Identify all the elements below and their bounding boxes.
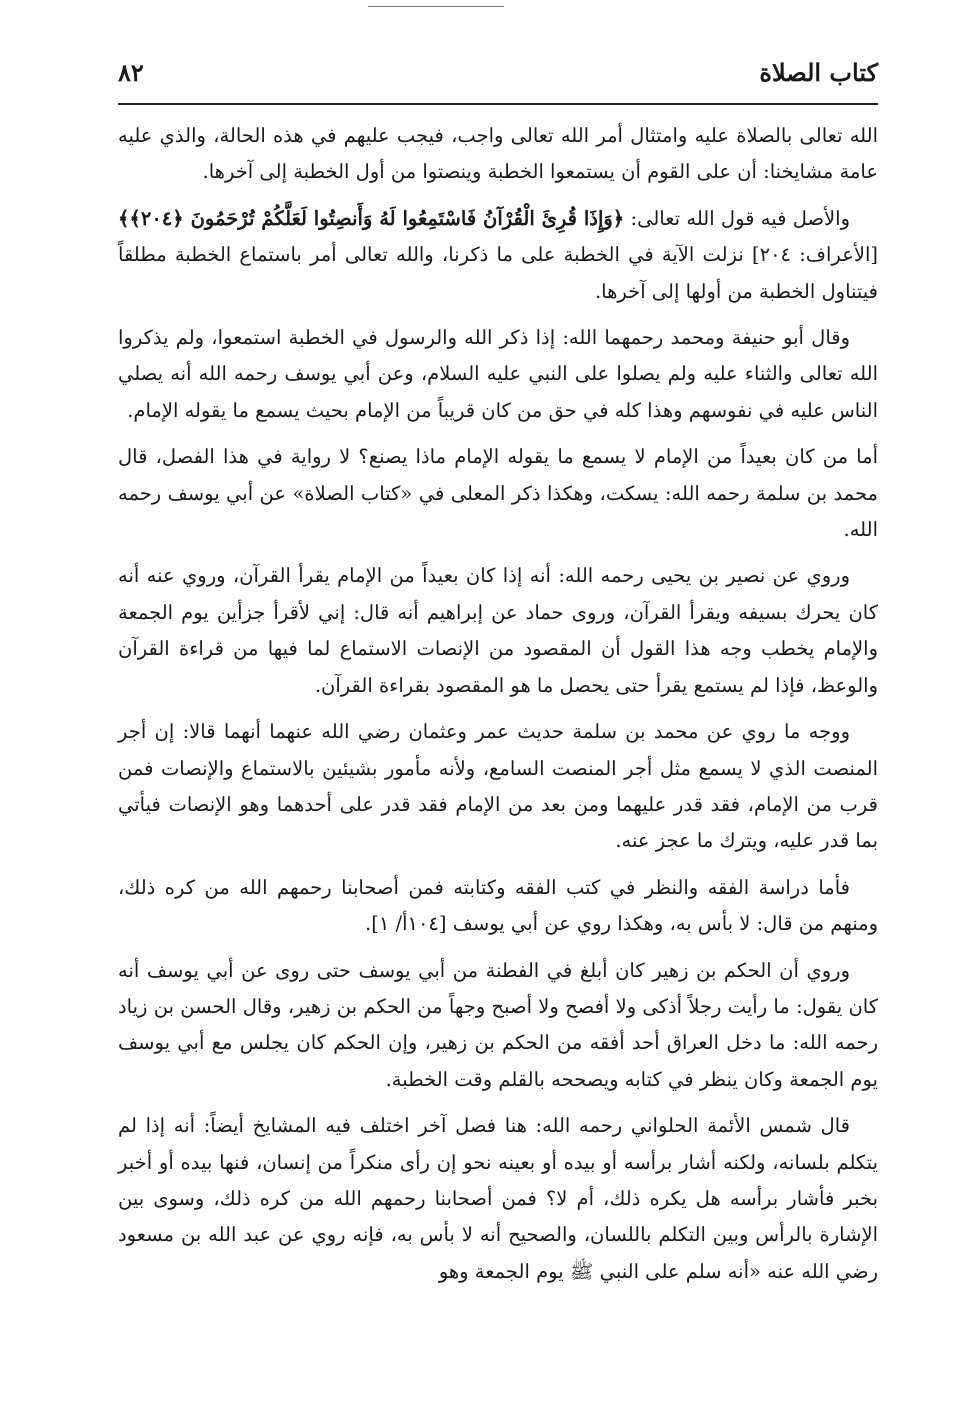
- verse-commentary: [الأعراف: ٢٠٤] نزلت الآية في الخطبة على ما ذكرنا، والله تعالى أمر باستماع الخطبة مطلقاً فيتناول الخطبة من أولها إلى آخرها.: [118, 243, 878, 303]
- verse-intro: والأصل فيه قول الله تعالى:: [630, 206, 851, 230]
- paragraph-1: الله تعالى بالصلاة عليه وامتثال أمر الله تعالى واجب، فيجب عليهم في هذه الحالة، والذي عليه عامة مشايخنا: أن على القوم أن يستمعوا الخطبة وينصتوا من أول الخطبة إلى آخرها.: [118, 124, 878, 184]
- quran-verse: ﴿وَإِذَا قُرِئَ الْقُرْآنُ فَاسْتَمِعُوا لَهُ وَأَنصِتُوا لَعَلَّكُمْ تُرْحَمُونَ ﴿٢٠٤﴾﴾: [118, 206, 625, 230]
- paragraph-8: قال شمس الأئمة الحلواني رحمه الله: هنا فصل آخر اختلف فيه المشايخ أيضاً: أنه إذا لم يتكلم بلسانه، ولكنه أشار برأسه أو بيده أو بعينه نحو إن رأى منكراً من إنسان، فنها بيده أو أخبر بخبر فأشار برأسه هل يكره ذلك، أم لا؟ فمن أصحابنا رحمهم الله من كره ذلك، وسوى بين الإشارة بالرأس وبين التكلم باللسان، والصحيح أنه لا بأس به، فإنه روي عن عبد الله بن مسعود رضي الله عنه «أنه سلم على النبي ﷺ يوم الجمعة وهو: [118, 1114, 878, 1283]
- paragraph-4: وروي عن نصير بن يحيى رحمه الله: أنه إذا كان بعيداً من الإمام يقرأ القرآن، وروي عنه أنه كان يحرك بسيفه ويقرأ القرآن، وروى حماد عن إبراهيم أنه قال: إني لأقرأ جزأين يوم الجمعة والإمام يخطب وجه هذا القول أن المقصود من الإنصات الاستماع لما فيها من قراءة القرآن والوعظ، فإذا لم يستمع يقرأ حتى يحصل ما هو المقصود بقراءة القرآن.: [118, 564, 878, 697]
- paragraph-quran-verse: [118, 201, 878, 310]
- paragraph-6: فأما دراسة الفقه والنظر في كتب الفقه وكتابته فمن أصحابنا رحمهم الله من كره ذلك، ومنهم من قال: لا بأس به، وهكذا روي عن أبي يوسف [١٠٤أ/ ١].: [118, 875, 878, 936]
- main-text: [118, 118, 878, 1300]
- paragraph-3: أما من كان بعيداً من الإمام لا يسمع ما يقوله الإمام ماذا يصنع؟ لا رواية في هذا الفصل، قال محمد بن سلمة رحمه الله: يسكت، وهكذا ذكر المعلى في «كتاب الصلاة» عن أبي يوسف رحمه الله.: [118, 445, 878, 542]
- page-number: ٨٢: [118, 58, 144, 87]
- running-header: [118, 58, 878, 98]
- paragraph-5: ووجه ما روي عن محمد بن سلمة حديث عمر وعثمان رضي الله عنهما أنهما قالا: إن أجر المنصت الذي لا يسمع مثل أجر المنصت السامع، ولأنه مأمور بشيئين بالاستماع والإنصات فمن قرب من الإمام، فقد قدر عليهما ومن بعد من الإمام فقد قدر على أحدهما وهو الإنصات فيأتي بما قدر عليه، ويترك ما عجز عنه.: [118, 720, 878, 853]
- header-title: كتاب الصلاة: [759, 58, 878, 87]
- top-decorative-line: [368, 6, 504, 7]
- paragraph-7: وروي أن الحكم بن زهير كان أبلغ في الفطنة من أبي يوسف حتى روى عن أبي يوسف أنه كان يقول: ما رأيت رجلاً أذكى ولا أفصح ولا أصبح وجهاً من الحكم بن زهير، وقال الحسن بن زياد رحمه الله: ما دخل العراق أحد أفقه من الحكم بن زهير، وإن الحكم كان يجلس مع أبي يوسف يوم الجمعة وكان ينظر في كتابه ويصححه بالقلم وقت الخطبة.: [118, 958, 878, 1091]
- paragraph-2: وقال أبو حنيفة ومحمد رحمهما الله: إذا ذكر الله والرسول في الخطبة استمعوا، ولم يذكروا الله تعالى والثناء عليه ولم يصلوا على النبي عليه السلام، وعن أبي يوسف رحمه الله أنه يصلي الناس عليه في نفوسهم وهذا كله في حق من كان قريباً من الإمام بحيث يسمع ما يقوله الإمام.: [118, 326, 878, 422]
- header-rule: [118, 103, 878, 105]
